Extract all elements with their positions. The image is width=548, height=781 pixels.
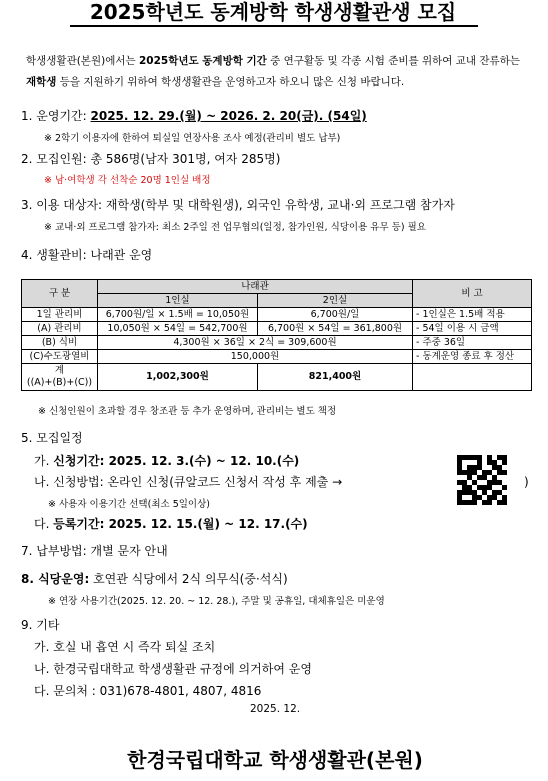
section-5-apply-method-close: )	[524, 475, 529, 489]
section-1-period	[21, 108, 367, 124]
table-cell: 10,050원 × 54일 = 542,700원	[98, 322, 258, 336]
table-row	[22, 350, 532, 364]
intro-text-3: 등을 지원하기 위하여 학생생활관을 운영하고자 하오니 많은 신청 바랍니다.	[56, 76, 405, 88]
section-3-eligibility: 3. 이용 대상자: 재학생(학부 및 대학원생), 외국인 유학생, 교내·외 프로그램 참가자	[21, 198, 455, 212]
section-7-payment: 7. 납부방법: 개별 문자 안내	[21, 544, 168, 558]
section-8-text: 호연관 식당에서 2식 의무식(중·석식)	[89, 572, 288, 586]
table-cell: (B) 식비	[22, 336, 98, 350]
table-cell: 6,700원 × 54일 = 361,800원	[258, 322, 413, 336]
table-cell-total-label	[22, 364, 98, 391]
section-5-note: ※ 사용자 이용기간 선택(최소 5일이상)	[48, 499, 210, 510]
section-5-register-period	[34, 516, 308, 532]
table-cell: 4,300원 × 36일 × 2식 = 309,600원	[98, 336, 413, 350]
table-cell-total-remark	[413, 364, 532, 391]
fee-table-header-group: 나래관	[98, 280, 413, 294]
section-9-item-a: 가. 호실 내 흡연 시 즉각 퇴실 조치	[34, 640, 216, 654]
table-cell: 150,000원	[98, 350, 413, 364]
section-5-apply-method: 나. 신청방법: 온라인 신청(큐알코드 신청서 작성 후 제출 →	[34, 475, 343, 489]
page-title: 2025학년도 동계방학 학생생활관생 모집	[89, 0, 457, 24]
section-4-note: ※ 신청인원이 초과할 경우 창조관 등 추가 운영하며, 관리비는 별도 책정	[38, 406, 337, 417]
section-4-fees: 4. 생활관비: 나래관 운영	[21, 248, 153, 262]
section-2-note: ※ 남·여학생 각 선착순 20명 1인실 배정	[44, 175, 211, 186]
fee-table-header-single: 1인실	[98, 294, 258, 308]
qr-code-icon[interactable]	[457, 455, 507, 505]
table-row	[22, 308, 532, 322]
intro-text-2: 중 연구활동 및 각종 시험 준비를 위하여 교내 잔류하는	[266, 55, 520, 67]
table-cell: - 주중 36일	[413, 336, 532, 350]
section-5-schedule: 5. 모집일정	[21, 431, 83, 445]
table-cell: 1일 관리비	[22, 308, 98, 322]
title-underline	[70, 25, 478, 27]
section-3-note: ※ 교내·외 프로그램 참가자: 최소 2주일 전 업무협의(일정, 참가인원, 식당이용 유무 등) 필요	[44, 222, 426, 233]
table-cell: (C)수도광열비	[22, 350, 98, 364]
table-cell: - 1인실은 1.5배 적용	[413, 308, 532, 322]
section-9-item-b: 나. 한경국립대학교 학생생활관 규정에 의거하여 운영	[34, 662, 312, 676]
table-cell: 6,700원/일 × 1.5배 = 10,050원	[98, 308, 258, 322]
intro-text-1: 학생생활관(본원)에서는	[26, 55, 139, 67]
apply-period-prefix: 가.	[34, 454, 54, 468]
apply-period-text: 신청기간: 2025. 12. 3.(수) ~ 12. 10.(수)	[53, 454, 300, 468]
section-8-note: ※ 연장 사용기간(2025. 12. 20. ~ 12. 28.), 주말 및 공휴일, 대체휴일은 미운영	[48, 596, 385, 607]
table-row	[22, 336, 532, 350]
section-5-apply-period	[34, 453, 299, 469]
section-1-value: 2025. 12. 29.(월) ~ 2026. 2. 20(금). (54일)	[90, 109, 367, 123]
table-row	[22, 322, 532, 336]
section-1-label: 1. 운영기간:	[21, 109, 91, 123]
table-cell-total-single: 1,002,300원	[98, 364, 258, 391]
fee-table-header-remark: 비 고	[413, 280, 532, 308]
table-cell: 6,700원/일	[258, 308, 413, 322]
table-row-total	[22, 364, 532, 391]
table-cell: - 동계운영 종료 후 정산	[413, 350, 532, 364]
section-8-cafeteria	[21, 571, 288, 587]
section-2-capacity: 2. 모집인원: 총 586명(남자 301명, 여자 285명)	[21, 152, 281, 166]
fee-table	[21, 279, 532, 391]
fee-table-header-category: 구 분	[22, 280, 98, 308]
table-cell: - 54일 이용 시 금액	[413, 322, 532, 336]
fee-table-header-double: 2인실	[258, 294, 413, 308]
section-8-label: 8. 식당운영:	[21, 572, 90, 586]
register-period-prefix: 다.	[34, 517, 54, 531]
section-1-note: ※ 2학기 이용자에 한하여 퇴실일 연장사용 조사 예정(관리비 별도 납부)	[44, 133, 341, 144]
section-9-etc: 9. 기타	[21, 618, 60, 632]
section-9-item-c: 다. 문의처 : 031)678-4801, 4807, 4816	[34, 684, 262, 698]
table-cell-total-double: 821,400원	[258, 364, 413, 391]
document-date: 2025. 12.	[250, 703, 301, 715]
total-label-1: 계	[54, 365, 65, 376]
intro-bold-target: 재학생	[26, 76, 57, 88]
register-period-text: 등록기간: 2025. 12. 15.(월) ~ 12. 17.(수)	[53, 517, 308, 531]
intro-bold-period: 2025학년도 동계방학 기간	[138, 55, 267, 67]
table-cell: (A) 관리비	[22, 322, 98, 336]
intro-paragraph	[26, 51, 526, 93]
issuer-name: 한경국립대학교 학생생활관(본원)	[127, 748, 423, 772]
total-label-2: ((A)+(B)+(C))	[26, 377, 93, 388]
